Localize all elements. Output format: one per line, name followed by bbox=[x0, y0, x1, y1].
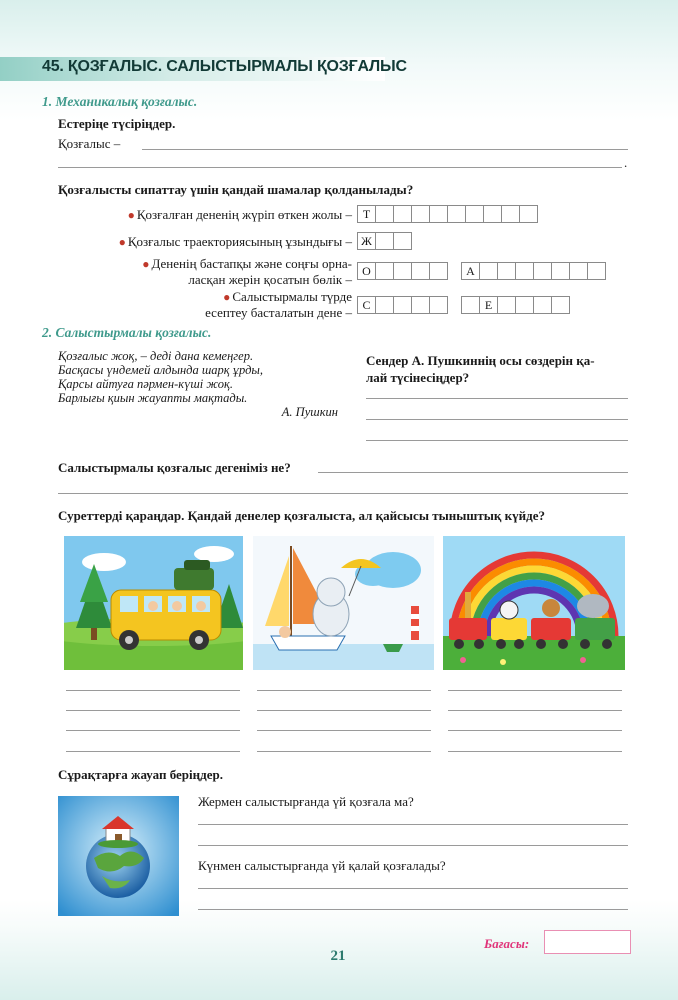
letter-cell: Т bbox=[357, 205, 376, 223]
letter-cell[interactable] bbox=[411, 205, 430, 223]
answer-line[interactable] bbox=[366, 398, 628, 399]
sun-question: Күнмен салыстырғанда үй қалай қозғалады? bbox=[198, 858, 446, 873]
page-title: 45. ҚОЗҒАЛЫС. САЛЫСТЫРМАЛЫ ҚОЗҒАЛЫС bbox=[42, 58, 407, 75]
trajectory-label: ● Қозғалыс траекториясының ұзындығы – bbox=[118, 234, 352, 249]
letter-cell: Ж bbox=[357, 232, 376, 250]
crossword-path[interactable] bbox=[357, 205, 538, 222]
letter-cell[interactable] bbox=[533, 296, 552, 314]
answer-line[interactable] bbox=[448, 730, 622, 731]
answer-line[interactable] bbox=[66, 751, 240, 752]
letter-cell[interactable] bbox=[375, 296, 394, 314]
letter-cell[interactable] bbox=[465, 205, 484, 223]
bullet-icon: ● bbox=[118, 235, 126, 249]
letter-cell[interactable] bbox=[533, 262, 552, 280]
section2-heading: 2. Салыстырмалы қозғалыс. bbox=[42, 325, 212, 340]
earth-house-picture bbox=[58, 796, 179, 916]
reference-body-label: ● Салыстырмалы түрде есептеу басталатын дене – bbox=[205, 289, 352, 320]
answer-line[interactable] bbox=[198, 824, 628, 825]
answer-line[interactable] bbox=[198, 845, 628, 846]
poem-line: Қарсы айтуға пәрмен-күші жоқ. bbox=[58, 377, 233, 391]
letter-cell[interactable] bbox=[569, 262, 588, 280]
bullet-icon: ● bbox=[223, 290, 231, 304]
quantities-question: Қозғалысты сипаттау үшін қандай шамалар қолданылады? bbox=[58, 182, 414, 197]
answer-line[interactable] bbox=[58, 493, 628, 494]
answer-line[interactable] bbox=[448, 751, 622, 752]
letter-cell[interactable] bbox=[429, 262, 448, 280]
answer-line[interactable] bbox=[66, 690, 240, 691]
answer-line[interactable] bbox=[257, 730, 431, 731]
section1-heading: 1. Механикалық қозғалыс. bbox=[42, 94, 198, 109]
answer-line[interactable] bbox=[257, 690, 431, 691]
letter-cell: А bbox=[461, 262, 480, 280]
train-picture bbox=[443, 536, 625, 670]
letter-cell[interactable] bbox=[551, 262, 570, 280]
letter-cell[interactable] bbox=[497, 262, 516, 280]
crossword-displacement-2[interactable] bbox=[461, 262, 606, 279]
poem-line: Барлығы қиын жауапты мақтады. bbox=[58, 391, 248, 405]
period: . bbox=[624, 155, 628, 170]
pictures-question: Суреттерді қараңдар. Қандай денелер қозғалыста, ал қайсысы тыныштық күйде? bbox=[58, 508, 545, 523]
letter-cell[interactable] bbox=[393, 232, 412, 250]
displacement-label: ● Дененің бастапқы және соңғы орна- ласқан жерін қосатын бөлік – bbox=[142, 256, 352, 287]
letter-cell: Е bbox=[479, 296, 498, 314]
relative-motion-question: Салыстырмалы қозғалыс дегеніміз не? bbox=[58, 460, 291, 475]
letter-cell[interactable] bbox=[515, 296, 534, 314]
letter-cell[interactable] bbox=[393, 205, 412, 223]
bus-picture bbox=[64, 536, 243, 670]
letter-cell[interactable] bbox=[501, 205, 520, 223]
answer-line[interactable] bbox=[198, 888, 628, 889]
path-label: ● Қозғалған дененің жүріп өткен жолы – bbox=[127, 207, 352, 222]
recall-label: Естеріңе түсіріңдер. bbox=[58, 116, 176, 131]
crossword-reference-2[interactable] bbox=[461, 296, 570, 313]
crossword-displacement[interactable] bbox=[357, 262, 448, 279]
grade-label: Бағасы: bbox=[484, 936, 530, 951]
poem-author: А. Пушкин bbox=[281, 405, 338, 419]
answer-line[interactable] bbox=[366, 419, 628, 420]
letter-cell[interactable] bbox=[515, 262, 534, 280]
pushkin-question: Сендер А. Пушкиннің осы сөздерін қа- лай түсінесіңдер? bbox=[366, 353, 595, 385]
grade-box[interactable] bbox=[544, 930, 631, 954]
answer-line[interactable] bbox=[366, 440, 628, 441]
letter-cell[interactable] bbox=[411, 296, 430, 314]
earth-question: Жермен салыстырғанда үй қозғала ма? bbox=[198, 794, 414, 809]
letter-cell[interactable] bbox=[375, 205, 394, 223]
answer-line[interactable] bbox=[448, 690, 622, 691]
crossword-trajectory[interactable] bbox=[357, 232, 412, 249]
letter-cell[interactable] bbox=[479, 262, 498, 280]
letter-cell[interactable] bbox=[483, 205, 502, 223]
letter-cell[interactable] bbox=[519, 205, 538, 223]
answer-line[interactable] bbox=[66, 710, 240, 711]
answer-line[interactable] bbox=[318, 472, 628, 473]
letter-cell[interactable] bbox=[587, 262, 606, 280]
letter-cell[interactable] bbox=[497, 296, 516, 314]
letter-cell[interactable] bbox=[375, 262, 394, 280]
poem bbox=[58, 349, 348, 419]
letter-cell[interactable] bbox=[429, 205, 448, 223]
answer-line[interactable] bbox=[58, 167, 622, 168]
letter-cell[interactable] bbox=[393, 296, 412, 314]
answer-line[interactable] bbox=[448, 710, 622, 711]
crossword-reference[interactable] bbox=[357, 296, 448, 313]
letter-cell[interactable] bbox=[551, 296, 570, 314]
answer-prompt: Сұрақтарға жауап беріңдер. bbox=[58, 767, 223, 782]
letter-cell: С bbox=[357, 296, 376, 314]
answer-line[interactable] bbox=[66, 730, 240, 731]
answer-line[interactable] bbox=[257, 751, 431, 752]
motion-label: Қозғалыс – bbox=[58, 136, 121, 151]
answer-line[interactable] bbox=[142, 149, 628, 150]
bullet-icon: ● bbox=[127, 208, 135, 222]
page-number: 21 bbox=[330, 948, 346, 964]
bullet-icon: ● bbox=[142, 257, 150, 271]
letter-cell[interactable] bbox=[411, 262, 430, 280]
letter-cell[interactable] bbox=[393, 262, 412, 280]
answer-line[interactable] bbox=[198, 909, 628, 910]
boat-picture bbox=[253, 536, 434, 670]
letter-cell: О bbox=[357, 262, 376, 280]
letter-cell[interactable] bbox=[447, 205, 466, 223]
poem-line: Басқасы үндемей алдында шарқ ұрды, bbox=[58, 363, 264, 377]
letter-cell[interactable] bbox=[429, 296, 448, 314]
letter-cell[interactable] bbox=[375, 232, 394, 250]
letter-cell[interactable] bbox=[461, 296, 480, 314]
poem-line: Қозғалыс жоқ, – деді дана кемеңгер. bbox=[58, 349, 254, 363]
answer-line[interactable] bbox=[257, 710, 431, 711]
